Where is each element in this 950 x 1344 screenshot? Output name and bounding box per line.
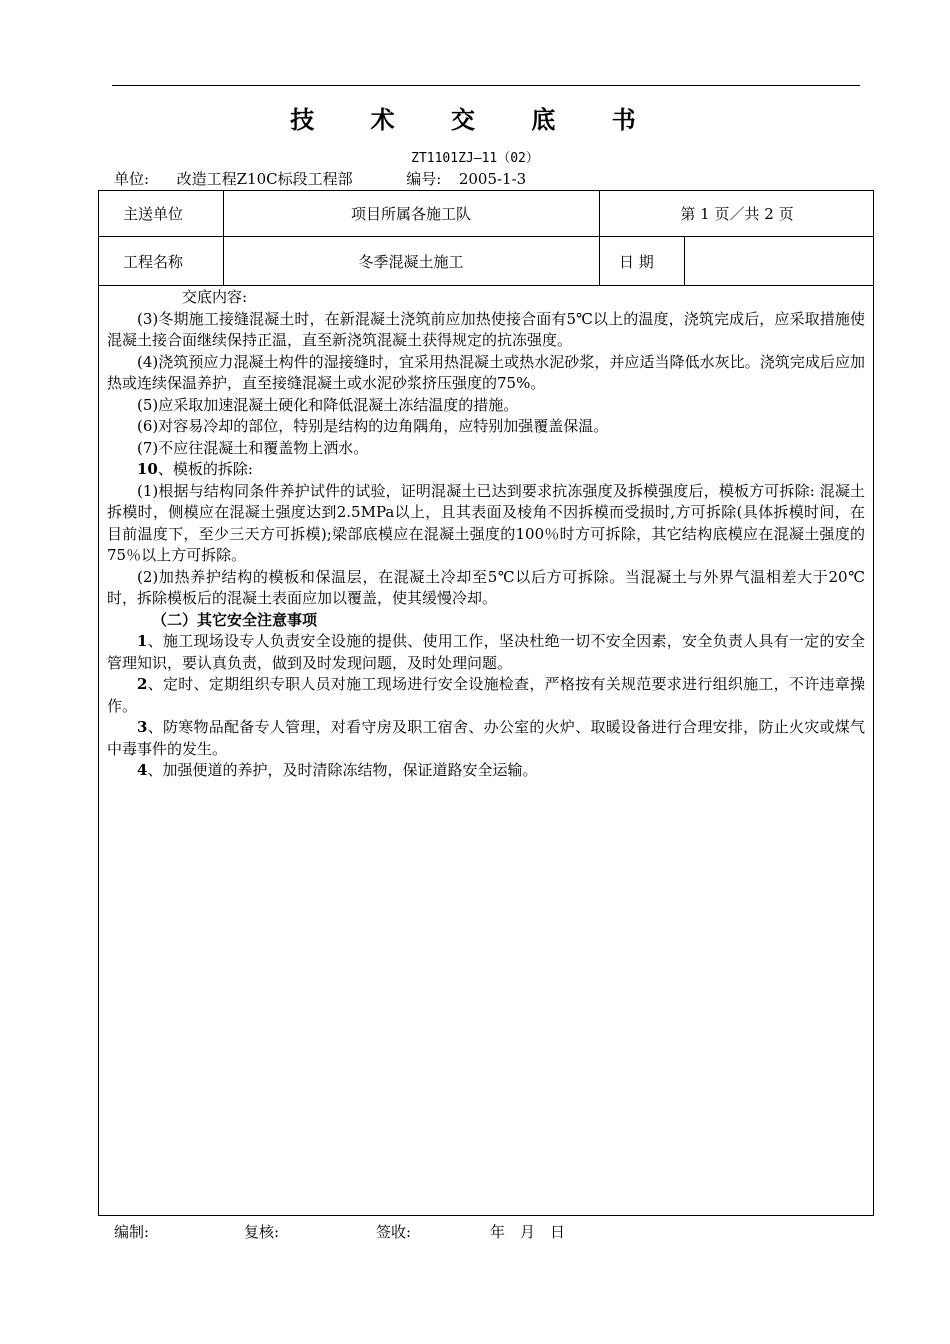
item-number: 1	[137, 632, 148, 650]
document-title: 技 术 交 底 书	[290, 106, 660, 134]
item-text: 、定时、定期组织专职人员对施工现场进行安全设施检查，严格按有关规范要求进行组织施工，不许违章操作。	[107, 675, 865, 715]
page-info: 第 1 页／共 2 页	[680, 205, 794, 223]
reviewed-by-label: 复核:	[244, 1223, 280, 1241]
date-label: 日 期	[619, 253, 654, 271]
paragraph	[107, 674, 865, 717]
send-unit-label: 主送单位	[123, 205, 184, 223]
unit-label: 单位:	[114, 170, 150, 188]
document-number: ZT1101ZJ—11（02）	[411, 151, 539, 166]
paragraph: (4)浇筑预应力混凝土构件的湿接缝时，宜采用热混凝土或热水泥砂浆，并应适当降低水灰比。浇筑完成后应加热或连续保温养护，直至接缝混凝土或水泥砂浆挤压强度的75%。	[107, 352, 865, 392]
paragraph: (7)不应往混凝土和覆盖物上洒水。	[137, 438, 369, 457]
item-text: 、加强便道的养护，及时清除冻结物，保证道路安全运输。	[147, 761, 538, 779]
unit-value: 改造工程Z10C标段工程部	[176, 170, 353, 188]
paragraph: (1)根据与结构同条件养护试件的试验，证明混凝土已达到要求抗冻强度及拆模强度后，模板方可拆除: 混凝土拆模时，侧模应在混凝土强度达到2.5MPa以上，且其表面及棱角不因拆模而受损时,方可拆除(具体拆模时间，在目前温度下，至少三天方可拆模);梁部底模应在混凝土强度的100％时方可拆除，其它结构底模应在混凝土强度的75％以上方可拆除。	[107, 481, 865, 564]
code-label: 编号:	[406, 170, 442, 188]
unit-line	[114, 168, 526, 189]
paragraph	[107, 459, 865, 481]
paragraph	[107, 760, 865, 782]
item-number: 3	[137, 718, 148, 736]
item-text: 、模板的拆除:	[157, 460, 253, 478]
row-divider	[99, 236, 873, 237]
paragraph: (3)冬期施工接缝混凝土时，在新混凝土浇筑前应加热使接合面有5℃以上的温度，浇筑完成后，应采取措施使混凝土接合面继续保持正温，直至新浇筑混凝土获得规定的抗冻强度。	[107, 309, 865, 349]
paragraph: (5)应采取加速混凝土硬化和降低混凝土冻结温度的措施。	[137, 395, 519, 414]
project-name-value: 冬季混凝土施工	[358, 253, 464, 271]
paragraph	[107, 631, 865, 674]
received-by-label: 签收:	[376, 1223, 412, 1241]
date-footer-label: 年 月 日	[490, 1223, 566, 1241]
item-text: 、施工现场设专人负责安全设施的提供、使用工作，坚决杜绝一切不安全因素，安全负责人具有一定的安全管理知识，要认真负责，做到及时发现问题，及时处理问题。	[107, 632, 865, 672]
item-number: 2	[137, 675, 148, 693]
section-heading: （二）其它安全注意事项	[152, 610, 318, 629]
paragraph	[107, 717, 865, 760]
project-name-label: 工程名称	[123, 253, 184, 271]
column-divider	[684, 237, 685, 285]
item-number: 10	[137, 460, 158, 478]
top-rule	[112, 85, 860, 86]
paragraph: (2)加热养护结构的模板和保温层，在混凝土冷却至5℃以后方可拆除。当混凝土与外界气温相差大于20℃时，拆除模板后的混凝土表面应加以覆盖，使其缓慢冷却。	[107, 567, 865, 607]
paragraph: (6)对容易冷却的部位，特别是结构的边角隅角，应特别加强覆盖保温。	[137, 417, 609, 435]
disclosure-table	[98, 190, 874, 1216]
item-number: 4	[137, 761, 148, 779]
send-unit-value: 项目所属各施工队	[350, 205, 471, 223]
item-text: 、防寒物品配备专人管理，对看守房及职工宿舍、办公室的火炉、取暖设备进行合理安排，防止火灾或煤气中毒事件的发生。	[107, 718, 865, 758]
code-value: 2005-1-3	[458, 170, 527, 188]
content-intro: 交底内容:	[182, 288, 248, 306]
row-divider	[99, 285, 873, 286]
compiled-by-label: 编制:	[114, 1223, 150, 1241]
disclosure-content	[107, 287, 865, 782]
